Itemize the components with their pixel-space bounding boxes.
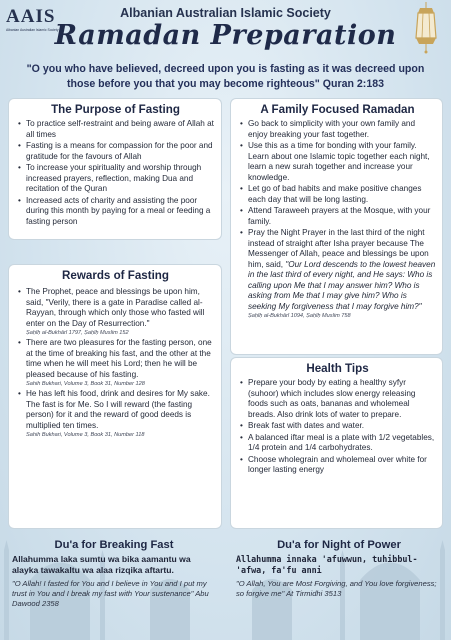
list-item: • To increase your spirituality and worship through increased prayers, reflection, making Dua and recitation of the Quran xyxy=(17,163,214,195)
list-item: • Use this as a time for bonding with your family. Learn about one Islamic topic together each night, learn a new surah together and increase your knowledge. xyxy=(239,141,436,183)
purpose-list xyxy=(17,119,214,227)
rewards-title: Rewards of Fasting xyxy=(62,269,169,282)
hadith-quote: "Our Lord descends to the lowest heaven in the last third of every night, and He says: Who is calling upon Me that I may answer him? Who is asking from Me that I may give him? Who is seeking My forgiveness that I may forgive him?" xyxy=(248,259,436,311)
health-card xyxy=(231,358,442,528)
dua-breaking-fast-arabic: Allahumma laka sumtu wa bika aamantu wa alayka tawakaltu wa alaa rizqika aftartu. xyxy=(12,554,191,576)
list-item: • He has left his food, drink and desires for My sake. The fast is for Me. So I will reward (the fasting person) for it and the reward of good deeds is multiplied ten times. xyxy=(17,389,214,431)
family-card xyxy=(231,99,442,354)
list-item: • Break fast with dates and water. xyxy=(239,421,436,432)
header-quote: "O you who have believed, decreed upon you is fasting as it was decreed upon those before you that you may become righteous" Quran 2:183 xyxy=(26,63,425,91)
dua-night-of-power-translation: "O Allah, You are Most Forgiving, and You love forgiveness; so forgive me" At Tirmidhi 3513 xyxy=(236,578,437,598)
source-citation: Sahih Bukhari, Volume 3, Book 31, Number 118 xyxy=(26,432,145,438)
family-list xyxy=(239,119,436,312)
logo-subtext: Albanian Australian Islamic Society xyxy=(6,28,59,32)
list-item: • To practice self-restraint and being aware of Allah at all times xyxy=(17,119,214,140)
organization-name: Albanian Australian Islamic Society xyxy=(120,6,331,20)
list-item: • Prepare your body by eating a healthy syfyr (suhoor) which includes slow energy releasing foods such as oats, bananas and wholemeal breads. Also drink lots of water to prepare. xyxy=(239,378,436,420)
list-item: • Fasting is a means for compassion for the poor and gratitude for the favours of Allah xyxy=(17,141,214,162)
source-citation: Ṣaḥīḥ al-Bukhārī 1797, Ṣaḥīḥ Muslim 152 xyxy=(26,330,129,336)
list-item xyxy=(239,228,436,312)
dua-night-of-power-arabic: Allahumma innaka 'afuwwun, tuhibbul-'afwa, fa'fu anni xyxy=(236,554,418,575)
logo-mark: AAIS xyxy=(6,6,56,27)
rewards-list-3 xyxy=(17,389,214,431)
dua-breaking-fast-translation: "O Allah! I fasted for You and I believe in You and I put my trust in You and I break my fast with Your sustenance" Abu Dawood 2358 xyxy=(12,579,209,609)
dua-night-of-power-title: Du'a for Night of Power xyxy=(277,539,401,551)
dua-night-of-power xyxy=(232,535,446,640)
list-item: • Let go of bad habits and make positive changes each day that will be long lasting. xyxy=(239,184,436,205)
list-item: • Go back to simplicity with your own family and enjoy breaking your fast together. xyxy=(239,119,436,140)
source-citation: Sahih Bukhari, Volume 3, Book 31, Number 128 xyxy=(26,381,145,387)
dua-breaking-fast-title: Du'a for Breaking Fast xyxy=(54,539,174,551)
health-title: Health Tips xyxy=(306,362,369,375)
list-item: • A balanced iftar meal is a plate with 1/2 vegetables, 1/4 protein and 1/4 carbohydrates. xyxy=(239,433,436,454)
list-item: • There are two pleasures for the fasting person, one at the time of breaking his fast, and the other at the time when he will meet his Lord; then he will be pleased because of his fasting. xyxy=(17,338,214,380)
rewards-list xyxy=(17,287,214,329)
source-citation: Ṣaḥīḥ al-Bukhārī 1094, Ṣaḥīḥ Muslim 758 xyxy=(248,313,351,319)
health-list xyxy=(239,378,436,476)
family-title: A Family Focused Ramadan xyxy=(260,103,415,116)
page-title: Ramadan Preparation xyxy=(54,20,397,51)
rewards-list-2 xyxy=(17,338,214,380)
dua-breaking-fast xyxy=(8,535,222,640)
list-item-text: Pray the Night Prayer in the last third of the night instead of straight after Isha prayer because The Messenger of Allah, peace and blessings be upon him, said, xyxy=(248,228,429,269)
list-item: • Increased acts of charity and assisting the poor during this month by paying for a meal or feeding a fasting person xyxy=(17,196,214,228)
list-item: • The Prophet, peace and blessings be upon him, said, "Verily, there is a gate in Paradise called al-Rayyan, through which only those who fasted will enter on the Day of Resurrection." xyxy=(17,287,214,329)
purpose-card xyxy=(9,99,221,239)
list-item: • Attend Taraweeh prayers at the Mosque, with your family. xyxy=(239,206,436,227)
list-item: • Choose wholegrain and wholemeal over white for longer lasting energy xyxy=(239,455,436,476)
rewards-card xyxy=(9,265,221,528)
purpose-title: The Purpose of Fasting xyxy=(51,103,180,116)
